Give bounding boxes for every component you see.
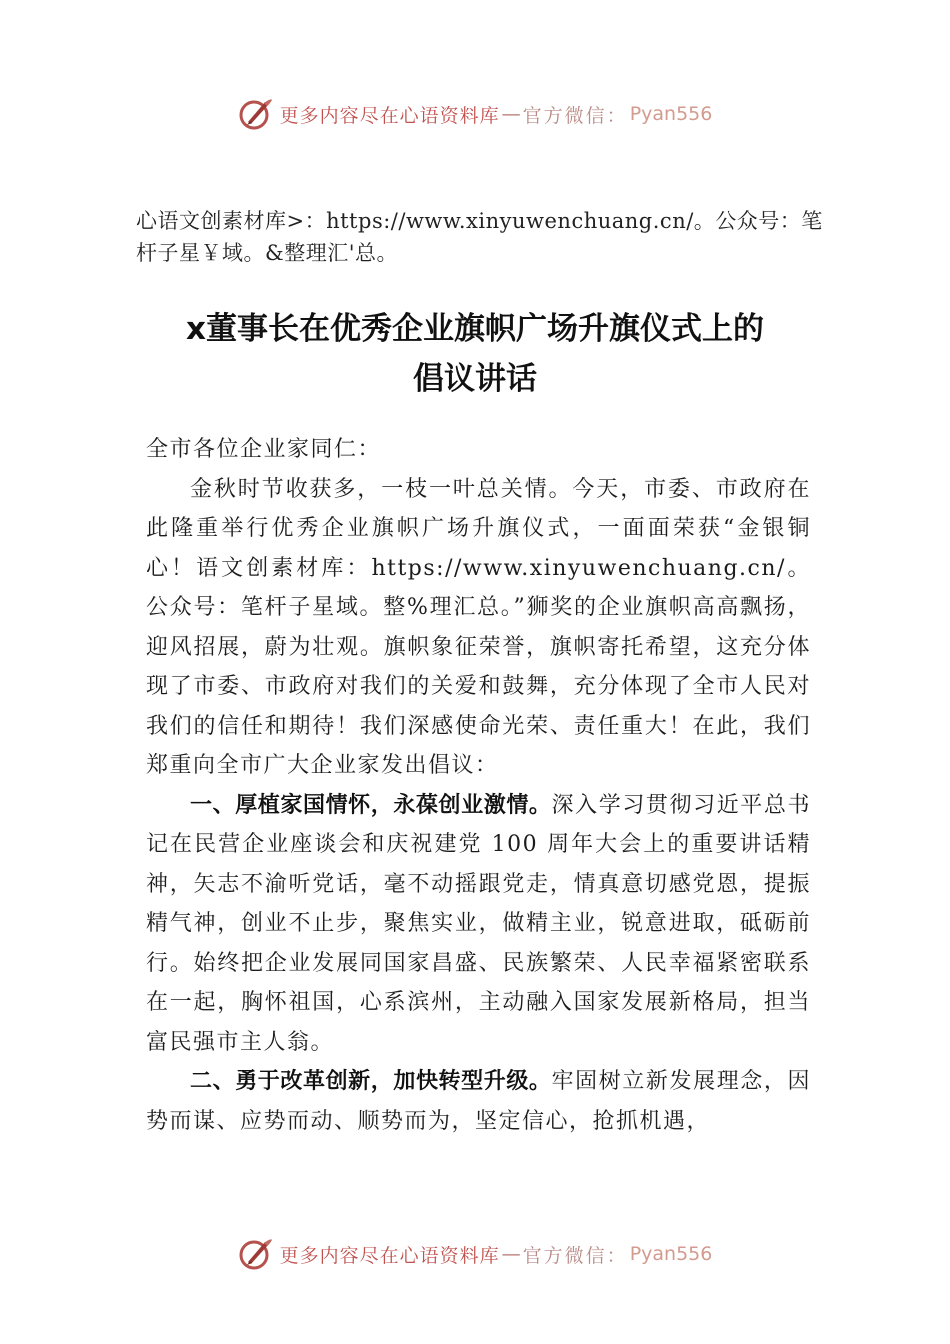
quill-logo-icon bbox=[238, 96, 274, 132]
footer-banner bbox=[0, 1234, 950, 1274]
section-2 bbox=[146, 1062, 811, 1141]
title-line-1: x董事长在优秀企业旗帜广场升旗仪式上的 bbox=[186, 311, 764, 347]
banner-separator: — bbox=[501, 103, 521, 125]
section-2-text: 牢固树立新发展理念，因势而谋、应势而动、顺势而为，坚定信心，抢抓机遇， bbox=[146, 1069, 811, 1134]
paragraph-intro: 金秋时节收获多，一枝一叶总关情。今天，市委、市政府在此隆重举行优秀企业旗帜广场升旗仪式，一面面荣获“金银铜心！语文创素材库：https://www.xinyuwenchuang.cn/。公众号：笔杆子星域。整%理汇总。”狮奖的企业旗帜高高飘扬，迎风招展，蔚为壮观。旗帜象征荣誉，旗帜寄托希望，这充分体现了市委、市政府对我们的关爱和鼓舞，充分体现了全市人民对我们的信任和期待！我们深感使命光荣、责任重大！在此，我们郑重向全市广大企业家发出倡议： bbox=[146, 476, 811, 778]
section-1-heading: 一、厚植家国情怀，永葆创业激情。 bbox=[190, 792, 552, 818]
section-2-heading: 二、勇于改革创新，加快转型升级。 bbox=[190, 1069, 552, 1094]
section-1 bbox=[146, 786, 811, 1063]
quill-logo-icon bbox=[238, 1236, 274, 1272]
banner-wechat-id: Pyan556 bbox=[629, 103, 713, 125]
header-banner bbox=[0, 94, 950, 134]
footer-separator: — bbox=[501, 1243, 521, 1265]
title-line-2: 倡议讲话 bbox=[413, 361, 537, 397]
source-note: 心语文创素材库>：https://www.xinyuwenchuang.cn/。公众号：笔杆子星￥域。&整理汇'总。 bbox=[136, 209, 823, 265]
footer-brand-text: 更多内容尽在心语资料库 bbox=[279, 1244, 500, 1267]
footer-wechat-label: 官方微信： bbox=[522, 1244, 628, 1267]
banner-brand-text: 更多内容尽在心语资料库 bbox=[279, 104, 500, 127]
footer-wechat-id: Pyan556 bbox=[629, 1243, 713, 1265]
section-1-text: 深入学习贯彻习近平总书记在民营企业座谈会和庆祝建党 100 周年大会上的重要讲话精神，矢志不渝听党话，毫不动摇跟党走，情真意切感党恩，提振精气神，创业不止步，聚焦实业，做精主业，锐意进取，砥砺前行。始终把企业发展同国家昌盛、民族繁荣、人民幸福紧密联系在一起，胸怀祖国，心系滨州，主动融入国家发展新格局，担当富民强市主人翁。 bbox=[146, 792, 811, 1055]
document-body bbox=[146, 430, 811, 1141]
document-title bbox=[100, 304, 850, 404]
banner-wechat-label: 官方微信： bbox=[522, 104, 628, 127]
salutation: 全市各位企业家同仁： bbox=[146, 437, 382, 462]
